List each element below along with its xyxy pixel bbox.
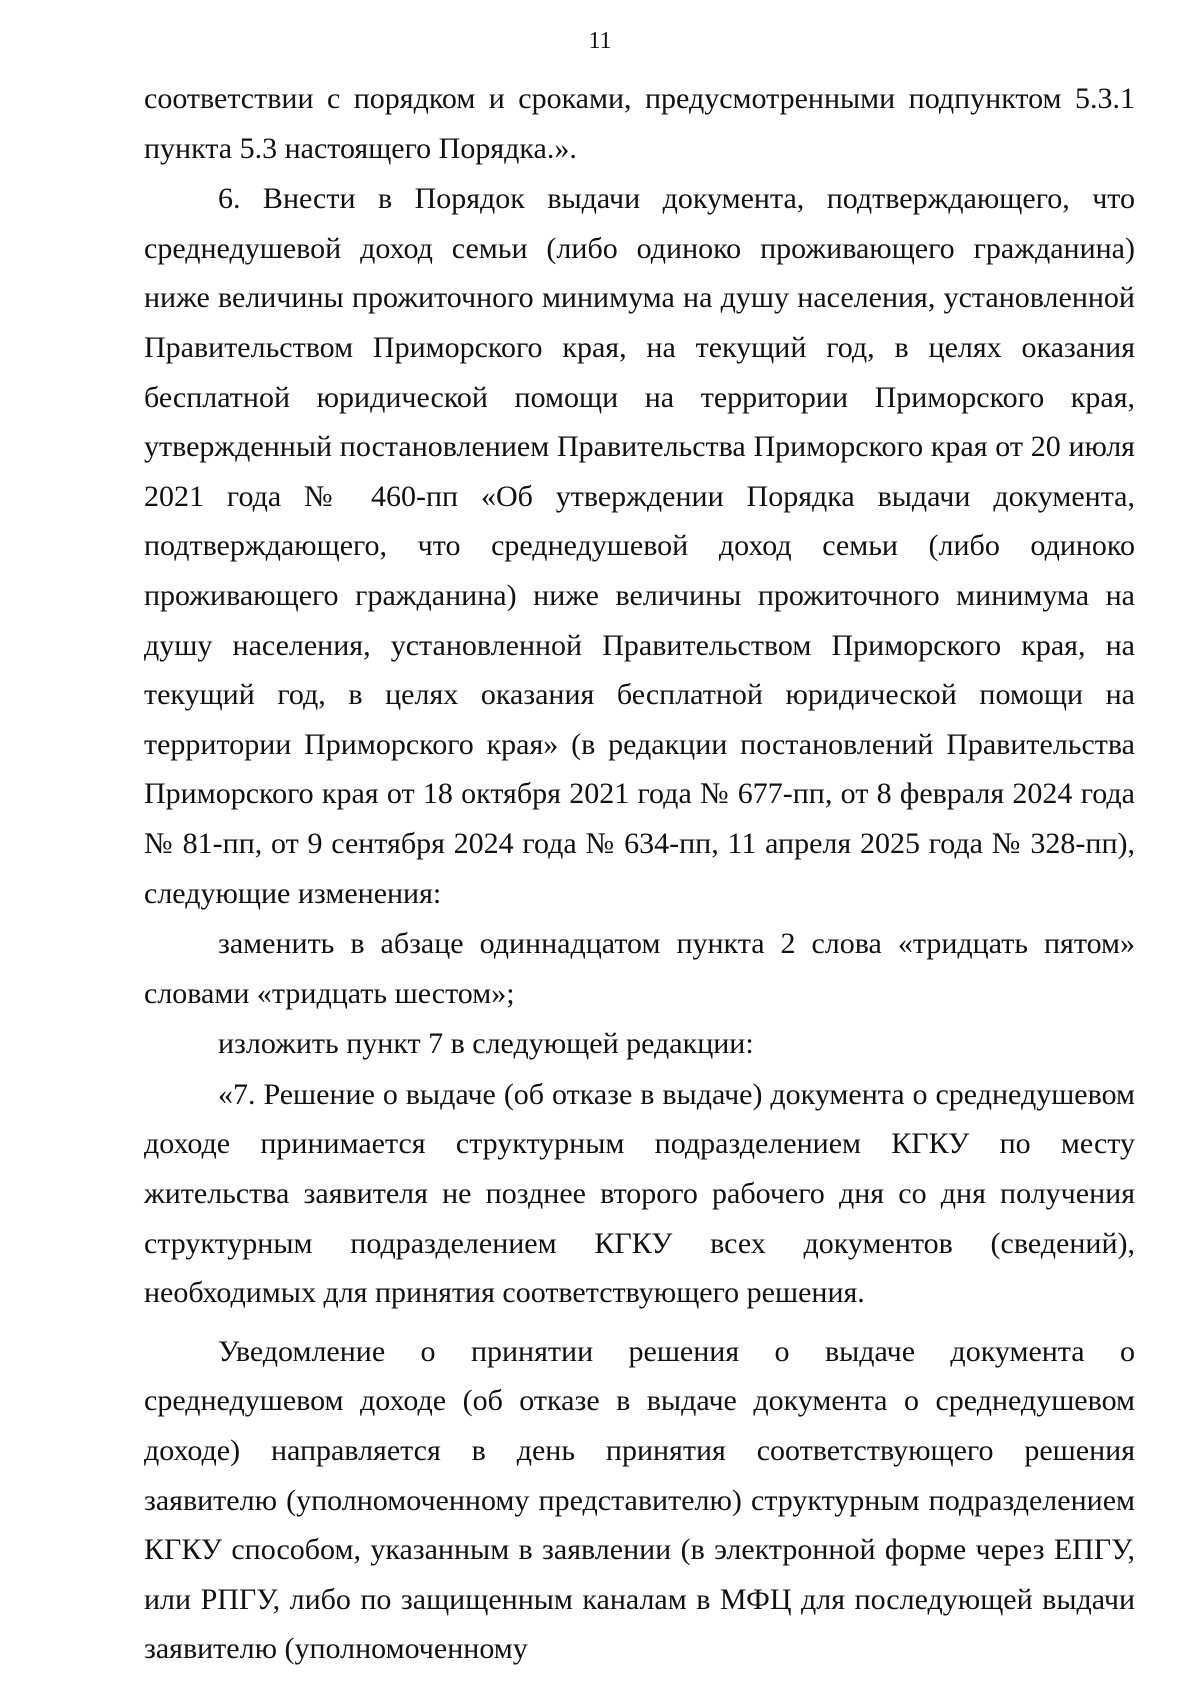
paragraph-item-6: 6. Внести в Порядок выдачи документа, подтверждающего, что среднедушевой доход семьи (либо одиноко проживающего гражданина) ниже величины прожиточного минимума на душу населения, установленной Правительством Приморского края, на текущий год, в целях оказания бесплатной юридической помощи на территории Приморского края, утвержденный постановлением Правительства Приморского края от 20 июля 2021 года № 460-пп «Об утверждении Порядка выдачи документа, подтверждающего, что среднедушевой доход семьи (либо одиноко проживающего гражданина) ниже величины прожиточного минимума на душу населения, установленной Правительством Приморского края, на текущий год, в целях оказания бесплатной юридической помощи на территории Приморского края» (в редакции постановлений Правительства Приморского края от 18 октября 2021 года № 677-пп, от 8 февраля 2024 года № 81-пп, от 9 сентября 2024 года № 634-пп, 11 апреля 2025 года № 328-пп), следующие изменения: bbox=[144, 182, 1135, 910]
document-body bbox=[144, 74, 1135, 1674]
paragraph-replace-words: заменить в абзаце одиннадцатом пункта 2 слова «тридцать пятом» словами «тридцать шестом»; bbox=[144, 927, 1135, 1010]
paragraph-restate-item-7: изложить пункт 7 в следующей редакции: bbox=[218, 1027, 754, 1061]
page-number: 11 bbox=[588, 28, 612, 54]
paragraph-notification: Уведомление о принятии решения о выдаче документа о среднедушевом доходе (об отказе в выдаче документа о среднедушевом доходе) направляется в день принятия соответствующего решения заявителю (уполномоченному представителю) структурным подразделением КГКУ способом, указанным в заявлении (в электронной форме через ЕПГУ, или РПГУ, либо по защищенным каналам в МФЦ для последующей выдачи заявителю (уполномоченному bbox=[144, 1334, 1135, 1666]
paragraph-continuation: соответствии с порядком и сроками, предусмотренными подпунктом 5.3.1 пункта 5.3 настоящего Порядка.». bbox=[144, 82, 1135, 165]
paragraph-item-7-text: «7. Решение о выдаче (об отказе в выдаче) документа о среднедушевом доходе принимается структурным подразделением КГКУ по месту жительства заявителя не позднее второго рабочего дня со дня получения структурным подразделением КГКУ всех документов (сведений), необходимых для принятия соответствующего решения. bbox=[144, 1077, 1135, 1310]
